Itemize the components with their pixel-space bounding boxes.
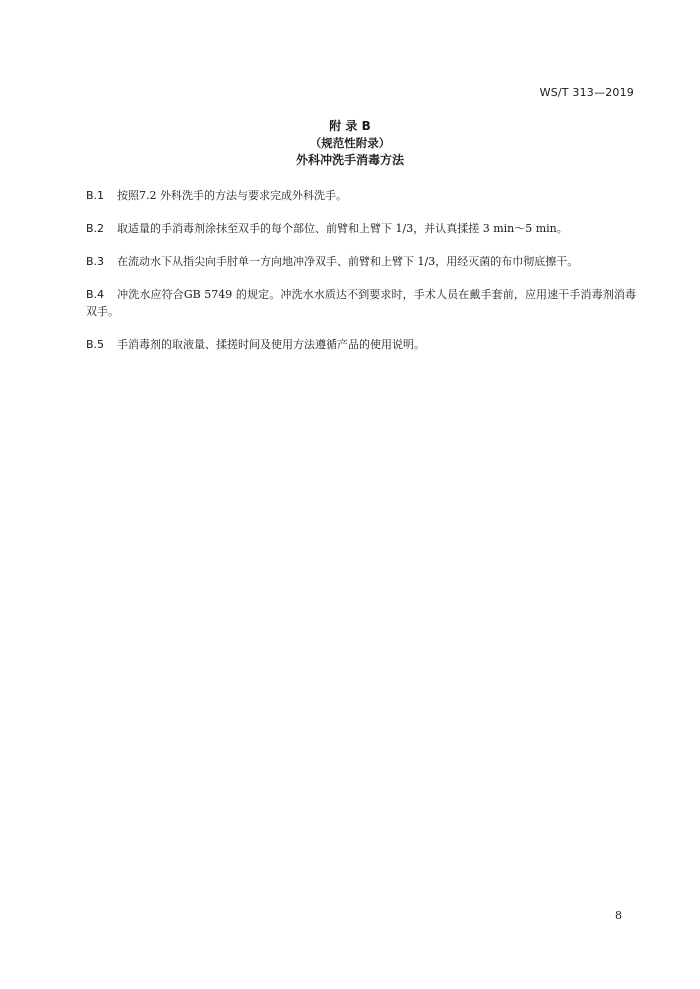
clause-text: 按照7.2 外科洗手的方法与要求完成外科洗手。: [117, 189, 347, 202]
clause-list: [86, 187, 636, 369]
standard-code: WS/T 313—2019: [539, 86, 634, 99]
annex-header: [0, 118, 700, 169]
clause-number: B.1: [86, 189, 105, 202]
clause-text: 取适量的手消毒剂涂抹至双手的每个部位、前臂和上臂下 1/3，并认真揉搓 3 min～5 min。: [117, 222, 568, 235]
clause-text: 在流动水下从指尖向手肘单一方向地冲净双手、前臂和上臂下 1/3，用经灭菌的布巾彻底擦干。: [117, 255, 579, 268]
clause-number: B.3: [86, 255, 105, 268]
clause-number: B.4: [86, 288, 105, 301]
clause-number: B.5: [86, 338, 105, 351]
annex-type: （规范性附录）: [309, 136, 391, 150]
clause-b1: [86, 187, 636, 204]
clause-b3: [86, 253, 636, 270]
annex-label: 附 录 B: [329, 119, 371, 133]
clause-text: 手消毒剂的取液量、揉搓时间及使用方法遵循产品的使用说明。: [117, 338, 425, 351]
clause-b2: [86, 220, 636, 237]
page-number: 8: [615, 909, 622, 922]
clause-number: B.2: [86, 222, 105, 235]
clause-b4: [86, 286, 636, 320]
clause-b5: [86, 336, 636, 353]
clause-text: 冲洗水应符合GB 5749 的规定。冲洗水水质达不到要求时，手术人员在戴手套前，应用速干手消毒剂消毒双手。: [86, 288, 636, 318]
annex-title: 外科冲洗手消毒方法: [295, 153, 404, 167]
